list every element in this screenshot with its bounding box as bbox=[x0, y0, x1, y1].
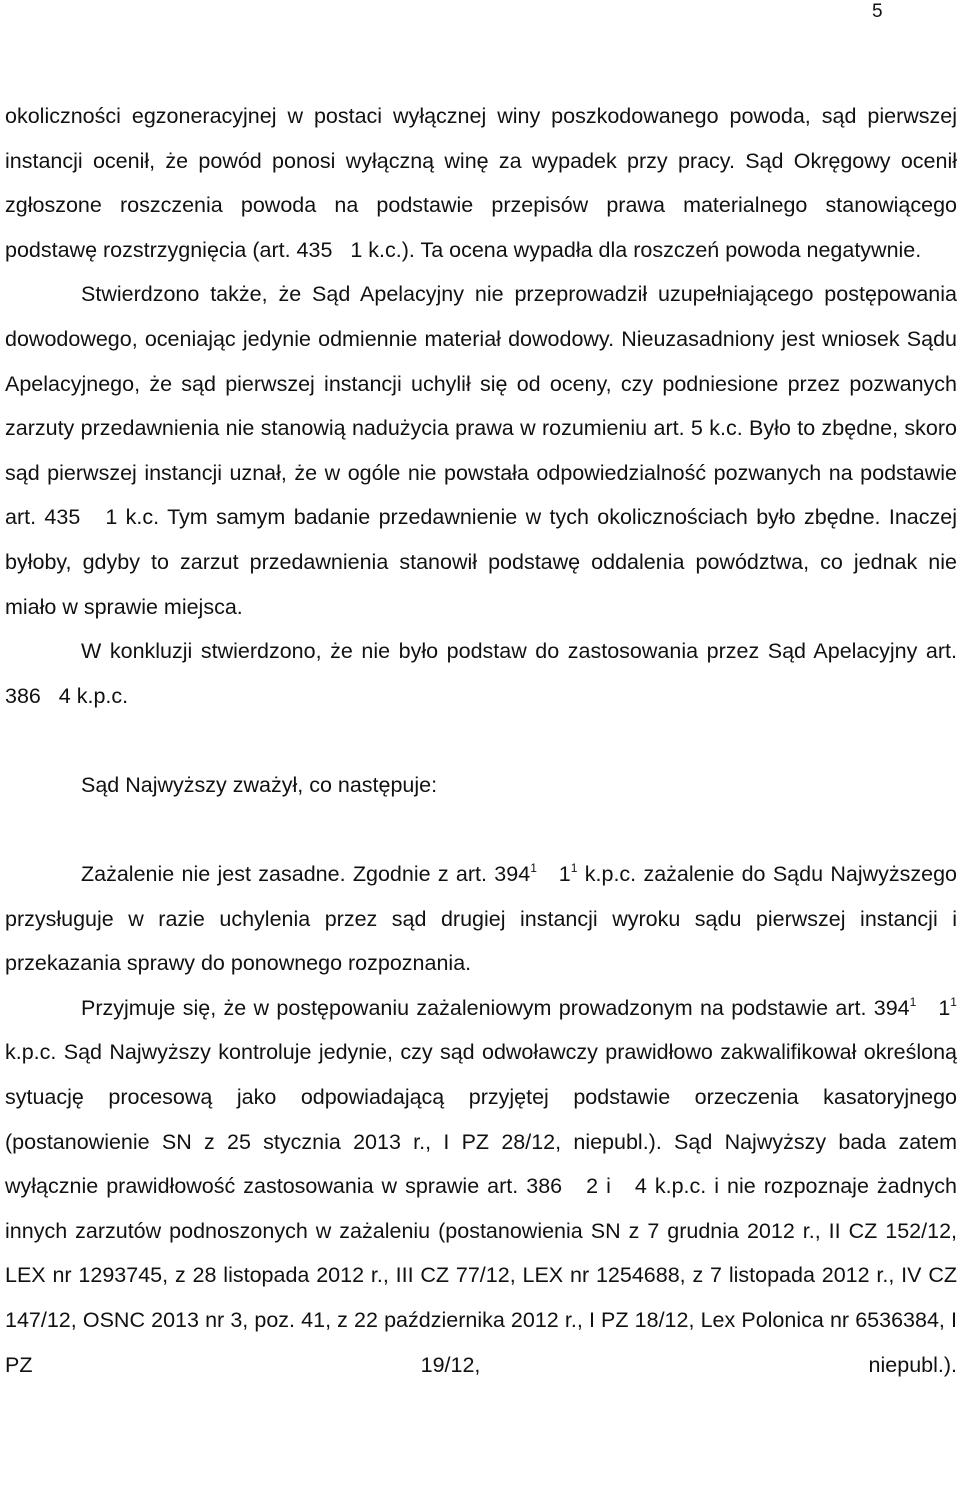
section-heading: Sąd Najwyższy zważył, co następuje: bbox=[81, 772, 438, 797]
paragraph-3: W konkluzji stwierdzono, że nie było podstaw do zastosowania przez Sąd Apelacyjny art. 386 4 k.p.c. bbox=[5, 639, 957, 708]
paragraph-5 bbox=[5, 852, 957, 986]
paragraph-6-sup-b: 1 bbox=[950, 994, 957, 1009]
paragraph-6-part-b: 1 bbox=[916, 995, 951, 1020]
paragraph-6 bbox=[5, 986, 957, 1387]
paragraph-5-part-b: 1 bbox=[536, 862, 571, 887]
paragraph-5-sup-a: 1 bbox=[530, 861, 537, 876]
paragraph-5-sup-b: 1 bbox=[570, 861, 578, 876]
paragraph-1: okoliczności egzoneracyjnej w postaci wyłącznej winy poszkodowanego powoda, sąd pierwszej instancji ocenił, że powód ponosi wyłączną winę za wypadek przy pracy. Sąd Okręgowy ocenił zgłoszone roszczenia powoda na podstawie przepisów prawa materialnego stanowiącego podstawę rozstrzygnięcia (art. 435 1 k.c.). Ta ocena wypadła dla roszczeń powoda negatywnie. bbox=[5, 104, 957, 262]
document-body bbox=[5, 94, 957, 1387]
paragraph-2: Stwierdzono także, że Sąd Apelacyjny nie przeprowadził uzupełniającego postępowania dowodowego, oceniając jedynie odmiennie materiał dowodowy. Nieuzasadniony jest wniosek Sądu Apelacyjnego, że sąd pierwszej instancji uchylił się od oceny, czy podniesione przez pozwanych zarzuty przedawnienia nie stanowią nadużycia prawa w rozumieniu art. 5 k.c. Było to zbędne, skoro sąd pierwszej instancji uznał, że w ogóle nie powstała odpowiedzialność pozwanych na podstawie art. 435 1 k.c. Tym samym badanie przedawnienie w tych okolicznościach było zbędne. Inaczej byłoby, gdyby to zarzut przedawnienia stanowił podstawę oddalenia powództwa, co jednak nie miało w sprawie miejsca. bbox=[5, 282, 957, 619]
paragraph-6-part-c: k.p.c. Sąd Najwyższy kontroluje jedynie, czy sąd odwoławczy prawidłowo zakwalifikował określoną sytuację procesową jako odpowiadającą przyjętej podstawie orzeczenia kasatoryjnego (postanowienie SN z 25 stycznia 2013 r., I PZ 28/12, niepubl.). Sąd Najwyższy bada zatem wyłącznie prawidłowość zastosowania w sprawie art. 386 2 i 4 k.p.c. i nie rozpoznaje żadnych innych zarzutów podnoszonych w zażaleniu (postanowienia SN z 7 grudnia 2012 r., II CZ 152/12, LEX nr 1293745, z 28 listopada 2012 r., III CZ 77/12, LEX nr 1254688, z 7 listopada 2012 r., IV CZ 147/12, OSNC 2013 nr 3, poz. 41, z 22 października 2012 r., I PZ 18/12, Lex Polonica nr 6536384, I PZ 19/12, niepubl.). bbox=[5, 1040, 957, 1377]
paragraph-6-part-a: Przyjmuje się, że w postępowaniu zażaleniowym prowadzonym na podstawie art. 394 bbox=[81, 995, 910, 1020]
page-number: 5 bbox=[872, 1, 883, 22]
paragraph-5-part-a: Zażalenie nie jest zasadne. Zgodnie z art. 394 bbox=[81, 862, 531, 887]
paragraph-5-part-c: k.p.c. zażalenie do Sądu Najwyższego przysługuje w razie uchylenia przez sąd drugiej instancji wyroku sądu pierwszej instancji i przekazania sprawy do ponownego rozpoznania. bbox=[5, 862, 957, 976]
paragraph-6-sup-a: 1 bbox=[909, 994, 917, 1009]
